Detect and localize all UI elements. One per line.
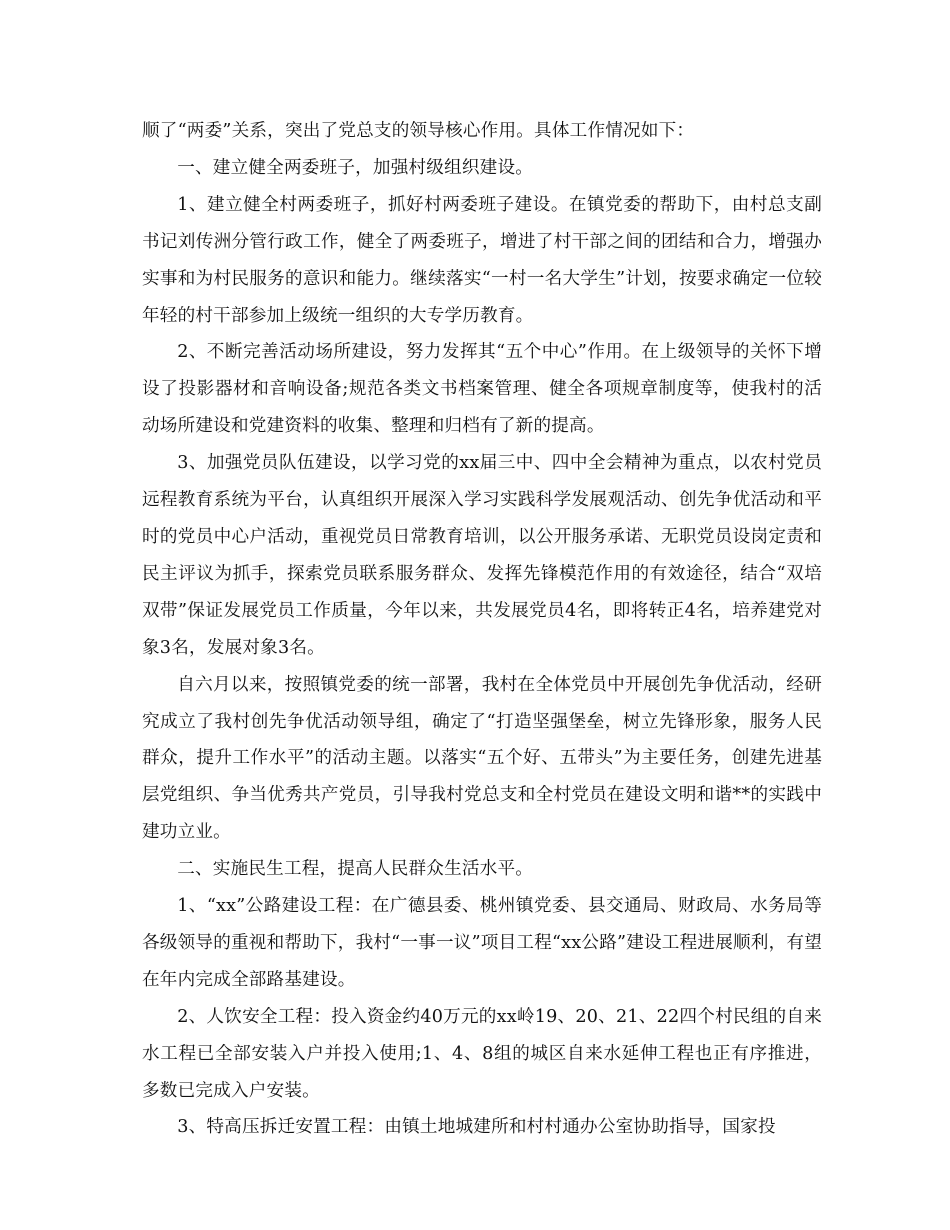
paragraph-item-1-1: 1、建立健全村两委班子，抓好村两委班子建设。在镇党委的帮助下，由村总支副书记刘传洲分管行政工作，健全了两委班子，增进了村干部之间的团结和合力，增强办实事和为村民服务的意识和能力。继续落实“一村一名大学生”计划，按要求确定一位较年轻的村干部参加上级统一组织的大专学历教育。	[142, 194, 822, 326]
paragraph-item-2-2: 2、人饮安全工程：投入资金约40万元的xx岭19、20、21、22四个村民组的自来水工程已全部安装入户并投入使用;1、4、8组的城区自来水延伸工程也正有序推进，多数已完成入户安装。	[142, 1006, 822, 1101]
paragraph-item-1-3: 3、加强党员队伍建设，以学习党的xx届三中、四中全会精神为重点，以农村党员远程教育系统为平台，认真组织开展深入学习实践科学发展观活动、创先争优活动和平时的党员中心户活动，重视党员日常教育培训，以公开服务承诺、无职党员设岗定责和民主评议为抓手，探索党员联系服务群众、发挥先锋模范作用的有效途径，结合“双培双带”保证发展党员工作质量，今年以来，共发展党员4名，即将转正4名，培养建党对象3名，发展对象3名。	[142, 453, 822, 658]
section-heading-2: 二、实施民生工程，提高人民群众生活水平。	[177, 859, 534, 880]
paragraph-item-1-2: 2、不断完善活动场所建设，努力发挥其“五个中心”作用。在上级领导的关怀下增设了投影器材和音响设备;规范各类文书档案管理、健全各项规章制度等，使我村的活动场所建设和党建资料的收集、整理和归档有了新的提高。	[142, 342, 822, 437]
section-heading-1: 一、建立健全两委班子，加强村级组织建设。	[177, 157, 534, 178]
paragraph-intro-continuation: 顺了“两委”关系，突出了党总支的领导核心作用。具体工作情况如下：	[142, 121, 695, 141]
paragraph-item-2-1: 1、“xx”公路建设工程：在广德县委、桃州镇党委、县交通局、财政局、水务局等各级领导的重视和帮助下，我村“一事一议”项目工程“xx公路”建设工程进展顺利，有望在年内完成全部路基建设。	[142, 896, 822, 990]
paragraph-june-activities: 自六月以来，按照镇党委的统一部署，我村在全体党员中开展创先争优活动，经研究成立了我村创先争优活动领导组，确定了“打造坚强堡垒，树立先锋形象，服务人民群众，提升工作水平”的活动主题。以落实“五个好、五带头”为主要任务，创建先进基层党组织、争当优秀共产党员，引导我村党总支和全村党员在建设文明和谐**的实践中建功立业。	[142, 674, 822, 843]
document-page	[142, 113, 822, 1146]
paragraph-item-2-3: 3、特高压拆迁安置工程：由镇土地城建所和村村通办公室协助指导，国家投	[177, 1117, 776, 1138]
